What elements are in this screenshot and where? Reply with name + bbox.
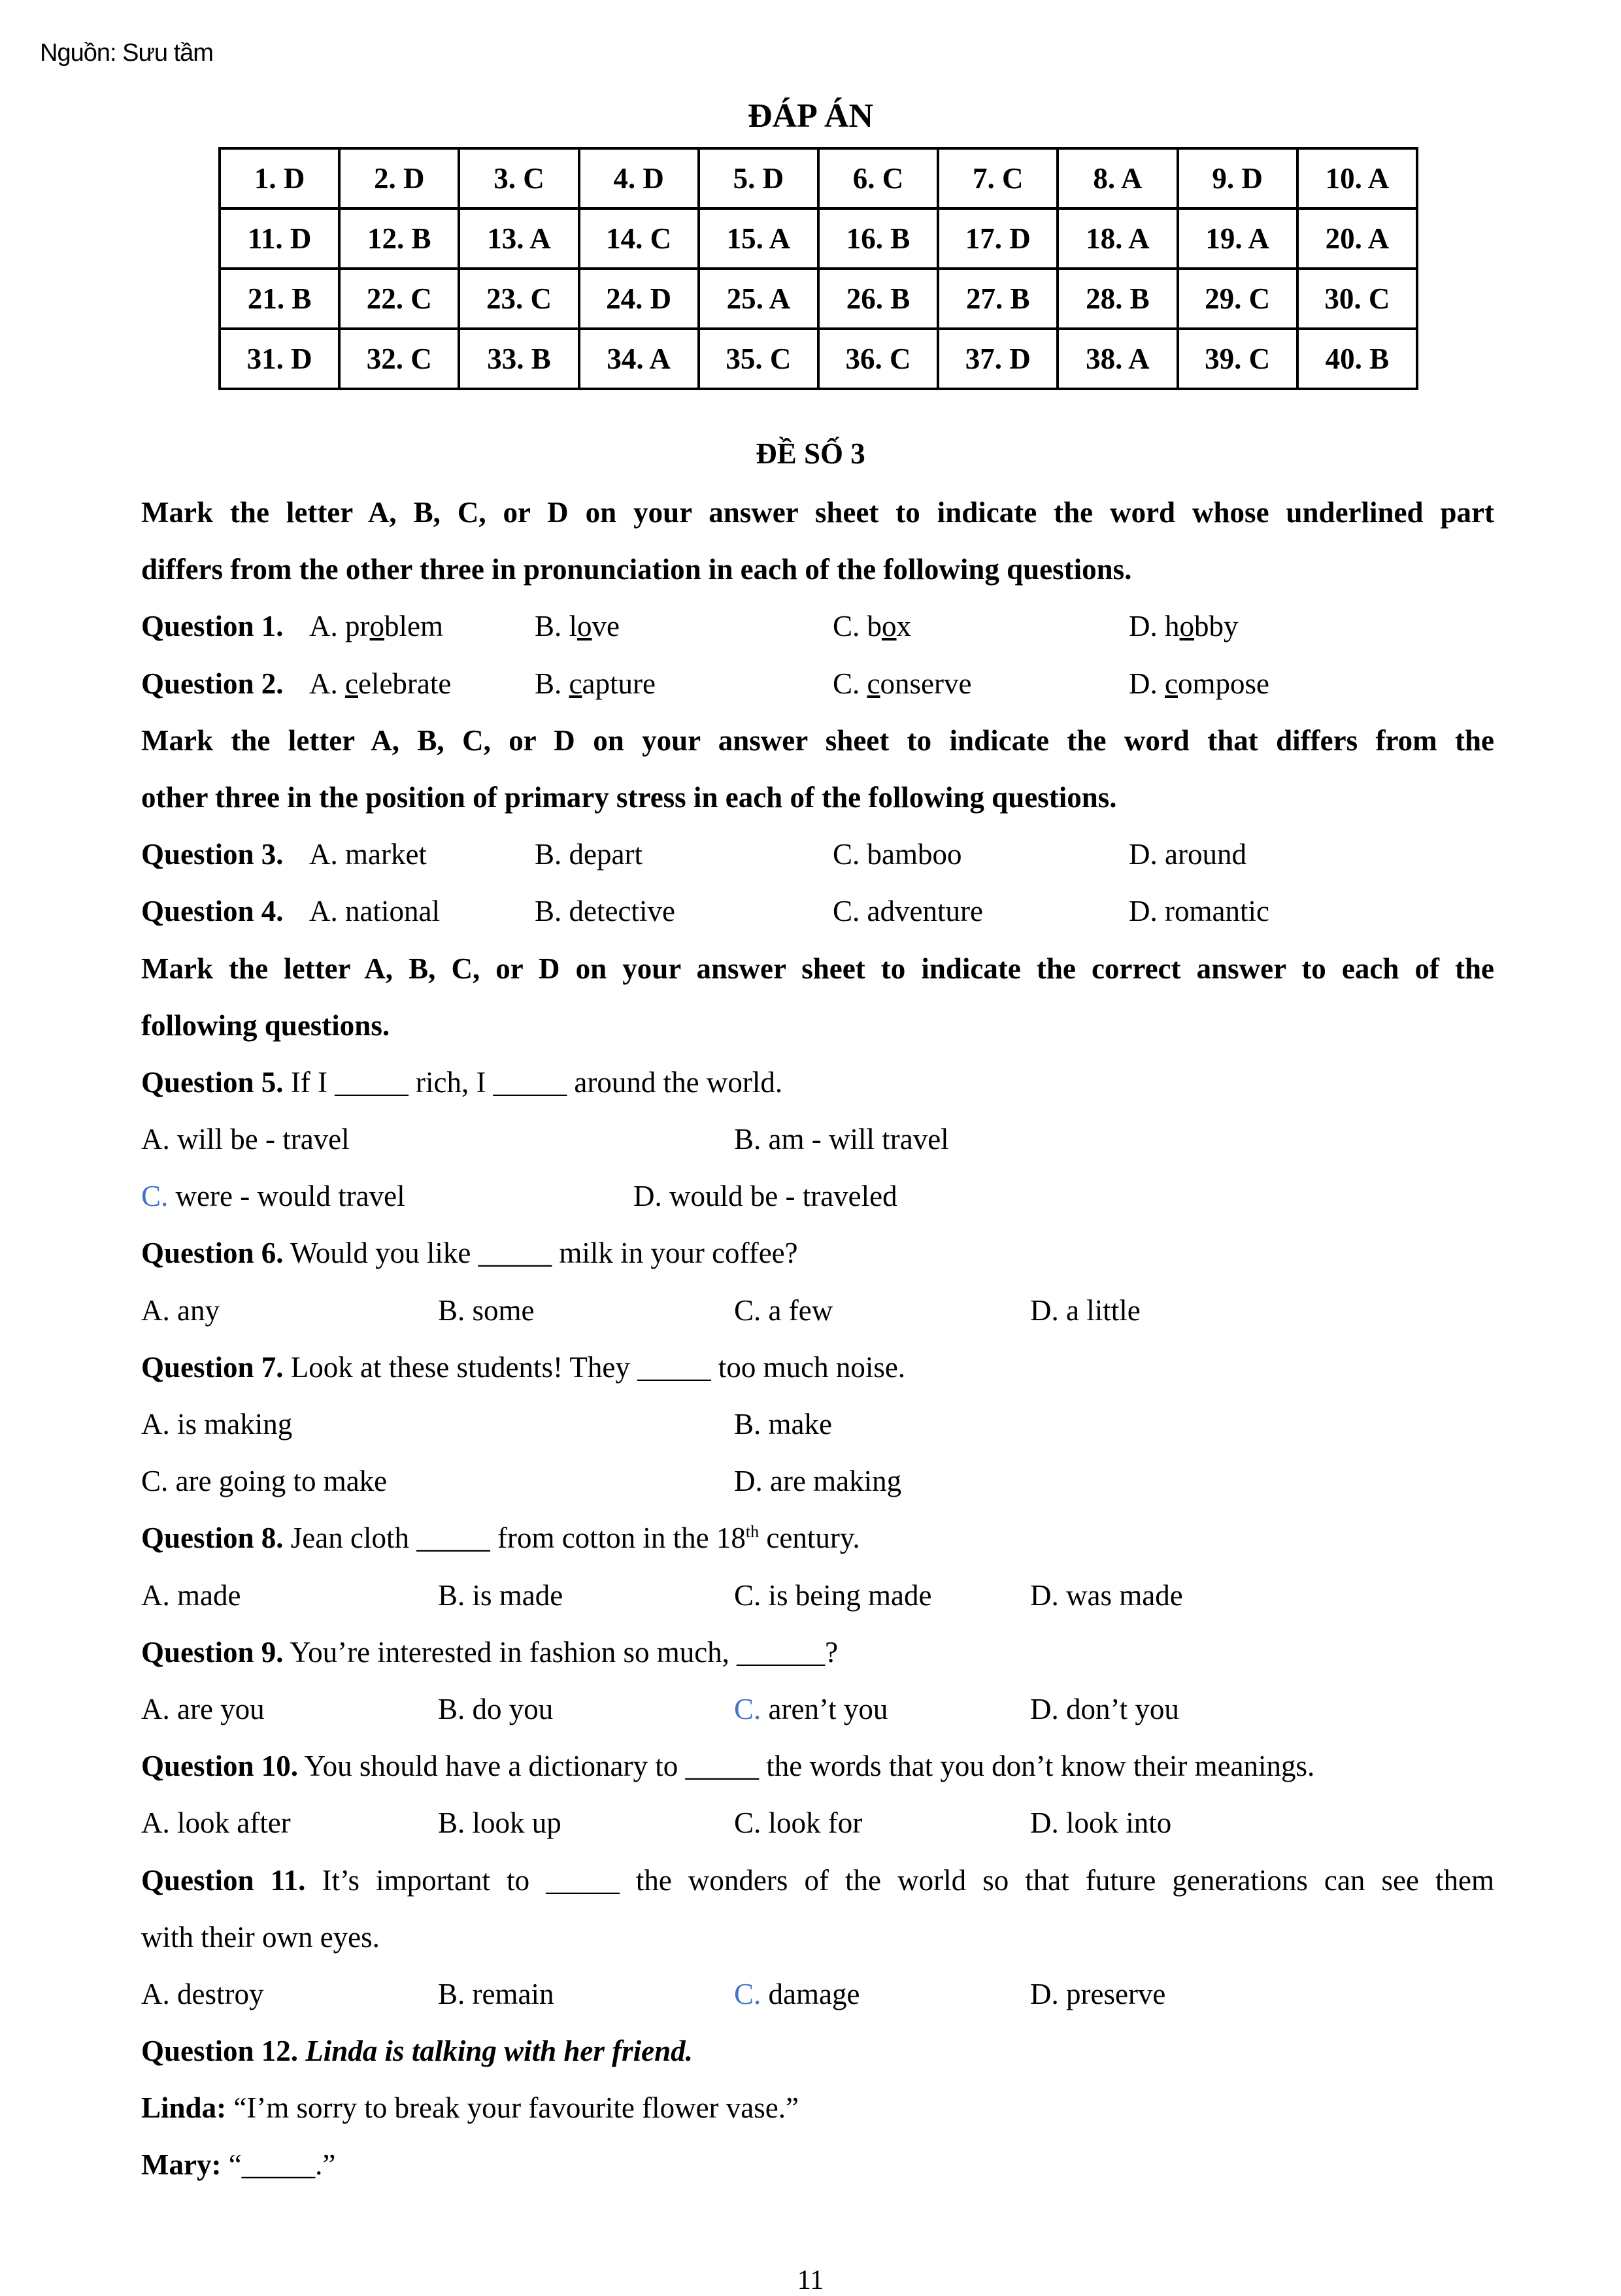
- answer-cell: 20. A: [1297, 208, 1417, 269]
- answer-cell: 23. C: [459, 269, 578, 329]
- option-b: B. detective: [535, 895, 675, 928]
- question-5-options: [141, 1168, 1494, 1225]
- option-b: B. remain: [438, 1977, 554, 2010]
- option-b: B. is made: [438, 1578, 563, 1612]
- option-c: C. damage: [734, 1977, 860, 2010]
- answer-cell: 9. D: [1178, 148, 1297, 208]
- answer-cell: 11. D: [220, 208, 339, 269]
- option-a: A. are you: [141, 1692, 265, 1725]
- dialogue-linda: Linda: “I’m sorry to break your favourite flower vase.”: [141, 2091, 799, 2125]
- answer-cell: 28. B: [1058, 269, 1177, 329]
- question-label: Question 1.: [141, 610, 284, 643]
- question-3: [141, 826, 1494, 883]
- question-11-options: [141, 1966, 1494, 2023]
- answer-cell: 39. C: [1178, 329, 1297, 389]
- option-a: A. is making: [141, 1408, 293, 1440]
- question-10-options: [141, 1795, 1494, 1852]
- option-c: C. is being made: [734, 1578, 932, 1612]
- option-a: A. market: [309, 838, 427, 871]
- option-d: D. would be - traveled: [633, 1180, 897, 1213]
- exam-title: ĐỀ SỐ 3: [756, 437, 865, 470]
- question-11-stem: with their own eyes.: [141, 1920, 380, 1954]
- answer-cell: 16. B: [818, 208, 938, 269]
- option-a: A. made: [141, 1578, 241, 1612]
- answer-cell: 22. C: [339, 269, 459, 329]
- answer-cell: 10. A: [1297, 148, 1417, 208]
- instruction-line: Mark the letter A, B, C, or D on your answer sheet to indicate the word that differs from the: [141, 724, 1494, 757]
- answer-cell: 19. A: [1178, 208, 1297, 269]
- answer-cell: 29. C: [1178, 269, 1297, 329]
- option-d: D. was made: [1030, 1578, 1183, 1612]
- option-b: B. capture: [535, 667, 656, 700]
- answer-cell: 33. B: [459, 329, 578, 389]
- option-a: A. will be - travel: [141, 1123, 350, 1156]
- answer-cell: 32. C: [339, 329, 459, 389]
- answer-row: [220, 208, 1417, 269]
- answer-cell: 5. D: [699, 148, 818, 208]
- option-b: B. look up: [438, 1806, 561, 1840]
- option-d: D. a little: [1030, 1293, 1141, 1327]
- question-9-options: [141, 1681, 1494, 1738]
- instruction-line: following questions.: [141, 1008, 390, 1042]
- answer-cell: 30. C: [1297, 269, 1417, 329]
- dialogue-mary: Mary: “_____.”: [141, 2148, 336, 2182]
- option-c: C. a few: [734, 1293, 833, 1327]
- option-a: A. destroy: [141, 1977, 264, 2010]
- question-11-stem: Question 11. It’s important to _____ the wonders of the world so that future generations can see them: [141, 1863, 1494, 1897]
- answer-cell: 2. D: [339, 148, 459, 208]
- answer-cell: 17. D: [938, 208, 1058, 269]
- answer-cell: 24. D: [579, 269, 699, 329]
- answer-cell: 6. C: [818, 148, 938, 208]
- exam-body: [141, 484, 1494, 2194]
- option-d: D. are making: [734, 1465, 902, 1498]
- question-6-options: [141, 1282, 1494, 1339]
- answer-cell: 31. D: [220, 329, 339, 389]
- question-7-stem: Question 7. Look at these students! They _____ too much noise.: [141, 1350, 906, 1384]
- option-b: B. am - will travel: [734, 1123, 949, 1156]
- answer-cell: 7. C: [938, 148, 1058, 208]
- question-label: Question 3.: [141, 838, 284, 871]
- option-c: C. look for: [734, 1806, 863, 1840]
- question-1: [141, 598, 1494, 655]
- instruction-line: other three in the position of primary stress in each of the following questions.: [141, 780, 1117, 814]
- answer-row: [220, 148, 1417, 208]
- option-c: C. box: [833, 610, 912, 643]
- option-c: C. are going to make: [141, 1465, 388, 1498]
- question-label: Question 2.: [141, 667, 284, 700]
- option-c: C. conserve: [833, 667, 972, 700]
- answer-cell: 12. B: [339, 208, 459, 269]
- answer-cell: 4. D: [579, 148, 699, 208]
- option-a: A. celebrate: [309, 667, 452, 700]
- answer-key-title: ĐÁP ÁN: [747, 97, 874, 135]
- answer-cell: 25. A: [699, 269, 818, 329]
- question-7-options: [141, 1396, 1494, 1453]
- answer-cell: 8. A: [1058, 148, 1177, 208]
- page-number: 11: [797, 2265, 824, 2295]
- option-a: A. problem: [309, 610, 443, 643]
- option-d: D. don’t you: [1030, 1692, 1179, 1725]
- question-label: Question 4.: [141, 895, 284, 928]
- answer-cell: 15. A: [699, 208, 818, 269]
- answer-cell: 38. A: [1058, 329, 1177, 389]
- question-8-options: [141, 1567, 1494, 1624]
- answer-cell: 34. A: [579, 329, 699, 389]
- answer-row: [220, 329, 1417, 389]
- option-a: A. national: [309, 895, 440, 928]
- question-10-stem: Question 10. You should have a dictionary to _____ the words that you don’t know their meanings.: [141, 1750, 1315, 1783]
- answer-cell: 14. C: [579, 208, 699, 269]
- answer-cell: 40. B: [1297, 329, 1417, 389]
- question-5-options: [141, 1111, 1494, 1168]
- option-c: C. were - would travel: [141, 1180, 405, 1213]
- question-8-stem: Question 8. Jean cloth _____ from cotton in the 18th century.: [141, 1522, 860, 1555]
- answer-cell: 27. B: [938, 269, 1058, 329]
- answer-cell: 3. C: [459, 148, 578, 208]
- question-7-options: [141, 1453, 1494, 1510]
- option-b: B. some: [438, 1293, 535, 1327]
- answer-cell: 26. B: [818, 269, 938, 329]
- option-b: B. depart: [535, 838, 643, 871]
- answer-cell: 37. D: [938, 329, 1058, 389]
- answer-cell: 35. C: [699, 329, 818, 389]
- question-5-stem: Question 5. If I _____ rich, I _____ around the world.: [141, 1065, 783, 1099]
- option-d: D. preserve: [1030, 1977, 1166, 2010]
- option-c: C. bamboo: [833, 838, 962, 871]
- option-b: B. love: [535, 610, 620, 643]
- answer-cell: 36. C: [818, 329, 938, 389]
- answer-cell: 21. B: [220, 269, 339, 329]
- answer-cell: 18. A: [1058, 208, 1177, 269]
- answer-cell: 13. A: [459, 208, 578, 269]
- option-d: D. hobby: [1129, 610, 1239, 643]
- question-12-stem: Question 12. Linda is talking with her friend.: [141, 2035, 693, 2068]
- option-d: D. romantic: [1129, 895, 1269, 928]
- option-d: D. compose: [1129, 667, 1269, 700]
- option-a: A. look after: [141, 1806, 291, 1840]
- answer-row: [220, 269, 1417, 329]
- question-6-stem: Question 6. Would you like _____ milk in your coffee?: [141, 1237, 798, 1270]
- answer-key-table: [218, 147, 1418, 390]
- option-c: C. aren’t you: [734, 1692, 888, 1725]
- instruction-line: Mark the letter A, B, C, or D on your answer sheet to indicate the correct answer to each of the: [141, 952, 1494, 985]
- answer-cell: 1. D: [220, 148, 339, 208]
- source-note: Nguồn: Sưu tầm: [40, 39, 213, 67]
- question-4: [141, 883, 1494, 940]
- question-2: [141, 656, 1494, 712]
- instruction-line: differs from the other three in pronunciation in each of the following questions.: [141, 553, 1132, 586]
- option-b: B. make: [734, 1408, 832, 1440]
- option-d: D. around: [1129, 838, 1246, 871]
- option-c: C. adventure: [833, 895, 983, 928]
- option-a: A. any: [141, 1293, 220, 1327]
- question-9-stem: Question 9. You’re interested in fashion so much, ______?: [141, 1635, 839, 1669]
- option-d: D. look into: [1030, 1806, 1172, 1840]
- option-b: B. do you: [438, 1692, 554, 1725]
- instruction-line: Mark the letter A, B, C, or D on your answer sheet to indicate the word whose underlined part: [141, 496, 1494, 529]
